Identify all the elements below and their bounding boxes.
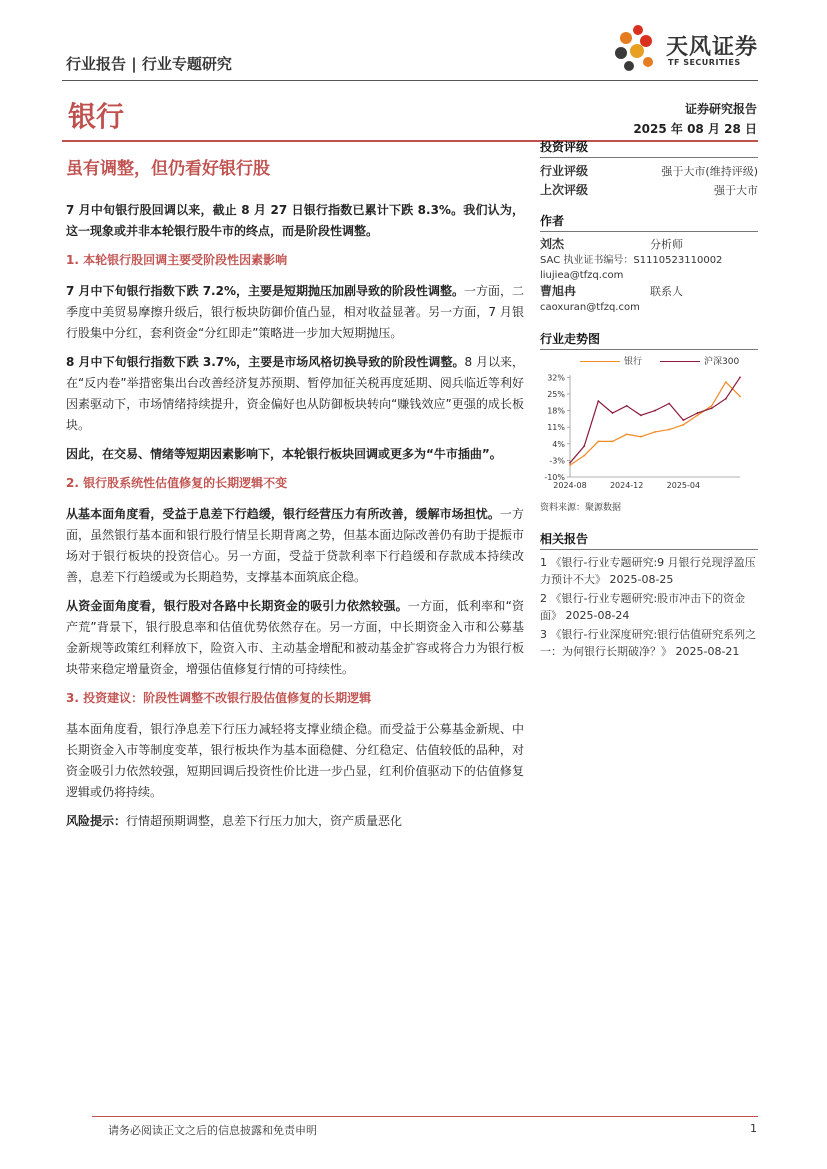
para-text: 一方面，低利率和“资产荒”背景下，银行股息率和估值优势依然存在。另一方面，中长期资金入市和公募基金新规等政策红利释放下，险资入市、主动基金增配和被动基金扩容或将合力为银行板块带来稳定增量资金，增强估值修复行情的可持续性。 bbox=[66, 599, 524, 676]
legend-item-bank bbox=[580, 354, 642, 367]
author-heading: 作者 bbox=[540, 212, 758, 232]
data-point bbox=[725, 398, 727, 400]
footer-disclaimer: 请务必阅读正文之后的信息披露和免责申明 bbox=[108, 1124, 317, 1137]
data-point bbox=[569, 464, 571, 466]
data-point bbox=[583, 445, 585, 447]
section-3-title: 3. 投资建议：阶段性调整不改银行股估值修复的长期逻辑 bbox=[66, 691, 372, 705]
author-name: 曹旭冉 bbox=[540, 284, 577, 298]
x-tick-label: 2024-08 bbox=[553, 481, 587, 490]
data-point bbox=[711, 405, 713, 407]
related-report-3[interactable]: 3 《银行-行业深度研究:银行估值研究系列之一：为何银行长期破净？》 2025-08-21 bbox=[540, 628, 757, 658]
data-point bbox=[682, 424, 684, 426]
header-rule bbox=[62, 80, 758, 81]
y-tick-label: 25% bbox=[547, 389, 565, 399]
footer-rule bbox=[92, 1116, 758, 1117]
data-point bbox=[739, 376, 741, 378]
series-line-index bbox=[570, 377, 740, 462]
data-point bbox=[682, 419, 684, 421]
author-role: 联系人 bbox=[650, 285, 683, 298]
data-point bbox=[612, 412, 614, 414]
main-body bbox=[66, 200, 524, 840]
para-lead: 8 月中下旬银行指数下跌 3.7%，主要是市场风格切换导致的阶段性调整。 bbox=[66, 355, 465, 369]
data-point bbox=[711, 407, 713, 409]
para-lead: 从基本面角度看，受益于息差下行趋缓，银行经营压力有所改善，缓解市场担忧。 bbox=[66, 507, 500, 521]
data-point bbox=[626, 433, 628, 435]
y-tick-label: 32% bbox=[547, 373, 565, 383]
author-role: 分析师 bbox=[650, 238, 683, 251]
author-2 bbox=[540, 283, 758, 300]
data-point bbox=[668, 403, 670, 405]
para-text: 一方面，二季度中美贸易摩擦升级后，银行板块防御价值凸显，相对收益显著。另一方面，7 月银行股集中分红，套利资金“分红即走”策略进一步加大短期抛压。 bbox=[66, 284, 525, 340]
data-point bbox=[612, 441, 614, 443]
data-point bbox=[697, 412, 699, 414]
section-1-title: 1. 本轮银行股回调主要受阶段性因素影响 bbox=[66, 253, 288, 267]
prev-rating-value: 强于大市 bbox=[714, 184, 758, 197]
data-point bbox=[626, 405, 628, 407]
section-1-para-2 bbox=[66, 352, 524, 436]
risk-note bbox=[66, 811, 524, 832]
report-date: 2025 年 08 月 28 日 bbox=[633, 122, 757, 136]
author-block bbox=[540, 212, 758, 315]
data-point bbox=[668, 429, 670, 431]
trend-chart bbox=[540, 367, 758, 495]
y-tick-label: -10% bbox=[544, 473, 565, 482]
data-point bbox=[597, 441, 599, 443]
report-headline: 虽有调整，但仍看好银行股 bbox=[66, 159, 270, 179]
author-1 bbox=[540, 236, 758, 253]
prev-rating-row bbox=[540, 181, 758, 200]
data-point bbox=[583, 455, 585, 457]
chart-legend bbox=[580, 354, 758, 367]
related-report-1[interactable]: 1 《银行-行业专题研究:9 月银行兑现浮盈压力预计不大》 2025-08-25 bbox=[540, 556, 756, 586]
para-text: 基本面角度看，银行净息差下行压力减轻将支撑业绩企稳。而受益于公募基金新规、中长期资金入市等制度变革，银行板块作为基本面稳健、分红稳定、估值较低的品种，对资金吸引力依然较强，短期回调后投资性价比进一步凸显，红利价值驱动下的估值修复逻辑或仍将持续。 bbox=[66, 722, 524, 799]
company-logo bbox=[612, 22, 762, 72]
risk-text: 行情超预期调整，息差下行压力加大，资产质量恶化 bbox=[126, 814, 403, 828]
logo-text-en: TF SECURITIES bbox=[668, 58, 741, 67]
related-report-2[interactable]: 2 《银行-行业专题研究:股市冲击下的资金面》 2025-08-24 bbox=[540, 592, 746, 622]
section-1-para-1 bbox=[66, 281, 524, 344]
chart-heading: 行业走势图 bbox=[540, 330, 758, 350]
data-point bbox=[654, 410, 656, 412]
section-2-para-2 bbox=[66, 596, 524, 680]
logo-mark-icon bbox=[612, 22, 662, 72]
legend-label: 沪深300 bbox=[704, 357, 740, 367]
chart-block bbox=[540, 330, 758, 513]
data-point bbox=[640, 436, 642, 438]
sector-title: 银行 bbox=[68, 100, 125, 133]
para-lead: 从资金面角度看，银行股对各路中长期资金的吸引力依然较强。 bbox=[66, 599, 408, 613]
prev-rating-label: 上次评级 bbox=[540, 183, 589, 197]
rating-label: 行业评级 bbox=[540, 164, 589, 178]
author-cert: SAC 执业证书编号：S1110523110002 bbox=[540, 255, 723, 266]
data-point bbox=[654, 431, 656, 433]
legend-item-index bbox=[660, 354, 739, 367]
chart-source: 资料来源：聚源数据 bbox=[540, 503, 622, 513]
intro-paragraph: 7 月中旬银行股回调以来，截止 8 月 27 日银行指数已累计下跌 8.3%。我们认为，这一现象或并非本轮银行股牛市的终点，而是阶段性调整。 bbox=[66, 203, 524, 238]
para-text: 8 月以来，在“反内卷”举措密集出台改善经济复苏预期、暂停加征关税再度延期、阅兵临近等利好因素驱动下，市场情绪持续提升，资金偏好也从防御板块转向“赚钱效应”更强的成长板块。 bbox=[66, 355, 524, 432]
para-text: 一方面，虽然银行基本面和银行股行情呈长期背离之势，但基本面边际改善仍有助于提振市场对于银行板块的投资信心。另一方面，受益于贷款利率下行趋缓和存款成本持续改善，息差下行趋缓或为长期趋势，支撑基本面筑底企稳。 bbox=[66, 507, 524, 584]
data-point bbox=[725, 381, 727, 383]
data-point bbox=[597, 400, 599, 402]
legend-label: 银行 bbox=[624, 357, 643, 367]
section-2-title: 2. 银行股系统性估值修复的长期逻辑不变 bbox=[66, 476, 288, 490]
logo-text-cn: 天风证券 bbox=[666, 35, 759, 60]
rating-value: 强于大市(维持评级) bbox=[661, 165, 758, 178]
related-heading: 相关报告 bbox=[540, 530, 758, 550]
data-point bbox=[640, 414, 642, 416]
y-tick-label: 4% bbox=[552, 439, 565, 449]
section-3-para-1 bbox=[66, 719, 524, 803]
author-name: 刘杰 bbox=[540, 237, 565, 251]
series-line-bank bbox=[570, 382, 740, 465]
data-point bbox=[739, 395, 741, 397]
x-tick-label: 2025-04 bbox=[666, 481, 701, 490]
document-type: 行业报告 | 行业专题研究 bbox=[66, 55, 232, 73]
author-email[interactable]: caoxuran@tfzq.com bbox=[540, 302, 640, 313]
y-tick-label: 11% bbox=[547, 423, 565, 433]
rating-heading: 投资评级 bbox=[540, 138, 758, 158]
section-2-para-1 bbox=[66, 504, 524, 588]
rating-row bbox=[540, 162, 758, 181]
data-point bbox=[569, 462, 571, 464]
related-block bbox=[540, 530, 758, 662]
para-lead: 因此，在交易、情绪等短期因素影响下，本轮银行板块回调或更多为“牛市插曲”。 bbox=[66, 447, 502, 461]
report-kind: 证券研究报告 bbox=[684, 102, 757, 116]
y-tick-label: 18% bbox=[547, 406, 565, 416]
data-point bbox=[697, 414, 699, 416]
page-number: 1 bbox=[750, 1122, 757, 1135]
x-tick-label: 2024-12 bbox=[609, 481, 644, 490]
y-tick-label: -3% bbox=[549, 456, 565, 466]
author-email[interactable]: liujiea@tfzq.com bbox=[540, 270, 624, 281]
section-1-para-3 bbox=[66, 444, 524, 465]
rating-block bbox=[540, 138, 758, 200]
para-lead: 7 月中下旬银行指数下跌 7.2%，主要是短期抛压加剧导致的阶段性调整。 bbox=[66, 284, 464, 298]
risk-label: 风险提示： bbox=[66, 814, 127, 828]
